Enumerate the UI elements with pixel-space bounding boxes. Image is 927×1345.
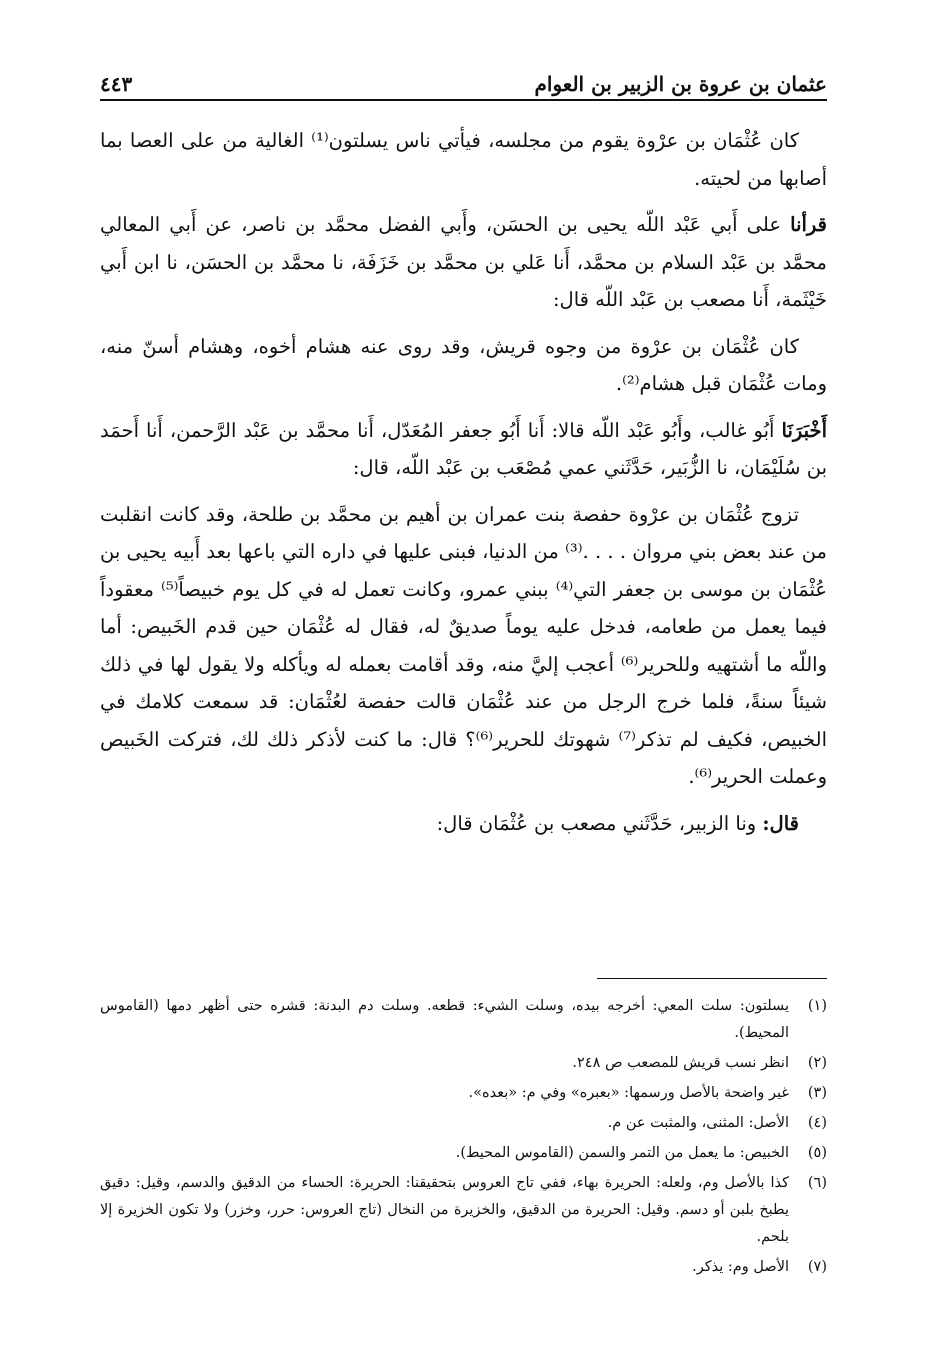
paragraph-4 — [100, 412, 827, 487]
footnote-number: (٤) — [807, 1115, 827, 1131]
footnote-number: (٣) — [807, 1085, 827, 1101]
footnote-number: (٢) — [807, 1055, 827, 1071]
footnotes — [100, 993, 827, 1284]
footnote-text: كذا بالأصل وم، ولعله: الحريرة بهاء، ففي تاج العروس بتحقيقنا: الحريرة: الحساء من الدقيق والدسم، وقيل: دقيق يطبخ بلبن أو دسم. وقيل: الحريرة من الدقيق، والخزيرة من النخال (تاج العروس: حرر، وخزر) ولا تكون الخزيرة إلا بلحم. — [100, 1175, 789, 1245]
paragraph-2-text: على أَبي عَبْد اللّه يحيى بن الحسَن، وأَبي الفضل محمَّد بن ناصر، عن أَبي المعالي محمَّد بن عَبْد السلام بن محمَّد، أَنا عَلي بن محمَّد بن خَزَفَة، نا محمَّد بن الحسَن، نا ابن أَبي خَيْثَمة، أَنا مصعب بن عَبْد اللّه قال: — [100, 213, 827, 311]
paragraph-2-lead: قرأنا — [790, 213, 827, 236]
paragraph-6-text: ونا الزبير، حَدَّثَني مصعب بن عُثْمَان قال: — [436, 811, 763, 835]
footnote-text: الأصل وم: يذكر. — [692, 1259, 789, 1275]
paragraph-5: تزوج عُثْمَان بن عرْوة حفصة بنت عمران بن أهيم بن محمَّد بن طلحة، وقد كانت انقلبت من عند بعض بني مروان . . . .⁽³⁾ من الدنيا، فبنى عليها في داره التي باعها بعد أَبيه يحيى بن عُثْمَان بن موسى بن جعفر التي⁽⁴⁾ ببني عمرو، وكانت تعمل له في كل يوم خبيصاً⁽⁵⁾ معقوداً فيما يعمل من طعامه، فدخل عليه يوماً صديقٌ له، فقال له عُثْمَان حين قدم الخَبيص: أما واللّه ما أشتهيه وللحرير⁽⁶⁾ أعجب إليَّ منه، وقد أقامت بعمله له ويأكله ولا يقول لها في ذلك شيئاً سنةً، فلما خرج الرجل من عند عُثْمَان قالت حفصة لعُثْمَان: قد سمعت كلامك في الخبيص، فكيف لم تذكر⁽⁷⁾ شهوتك للحرير⁽⁶⁾؟ قال: ما كنت لأذكر ذلك لك، فتركت الخَبيص وعملت الحرير⁽⁶⁾. — [100, 502, 827, 788]
footnote — [100, 993, 827, 1047]
footnote-text: الخبيص: ما يعمل من التمر والسمن (القاموس المحيط). — [455, 1145, 789, 1161]
footnote — [100, 1050, 827, 1077]
header-rule — [100, 99, 827, 101]
paragraph-6-lead: قال: — [762, 811, 799, 835]
footnote-number: (١) — [807, 998, 827, 1014]
paragraph-1: كان عُثْمَان بن عرْوة يقوم من مجلسه، فيأتي ناس يسلتون⁽¹⁾ الغالية من على العصا بما أصابها من لحيته. — [100, 129, 827, 190]
footnote-text: انظر نسب قريش للمصعب ص ٢٤٨. — [572, 1055, 789, 1071]
footnote-text: الأصل: المثنى، والمثبت عن م. — [607, 1115, 789, 1131]
footnote — [100, 1110, 827, 1137]
footnote — [100, 1254, 827, 1281]
main-text — [100, 122, 827, 851]
page-number: ٤٤٣ — [100, 72, 133, 96]
paragraph-3: كان عُثْمَان بن عرْوة من وجوه قريش، وقد روى عنه هشام أخوه، وهشام أسنّ منه، ومات عُثْمَان قبل هشام⁽²⁾. — [100, 334, 827, 395]
paragraph-6 — [100, 805, 827, 843]
paragraph-2 — [100, 206, 827, 319]
footnote-rule — [597, 978, 827, 979]
running-header — [100, 62, 827, 96]
footnote — [100, 1140, 827, 1167]
paragraph-4-text: أَبُو غالب، وأَبُو عَبْد اللّه قالا: أَنا أَبُو جعفر المُعَدّل، أَنا محمَّد بن عَبْد الرَّحمن، أَنا أَحمَد بن سُلَيْمَان، نا الزُّبَير، حَدَّثَني عمي مُصْعَب بن عَبْد اللّه، قال: — [100, 418, 827, 479]
footnote — [100, 1170, 827, 1251]
paragraph-4-lead: أَخْبَرَنَا — [781, 418, 827, 442]
footnote-number: (٥) — [807, 1145, 827, 1161]
footnote-text: يسلتون: سلت المعي: أخرجه بيده، وسلت الشيء: قطعه. وسلت دم البدنة: قشره حتى أظهر دمها (القاموس المحيط). — [100, 998, 789, 1041]
footnote-number: (٧) — [807, 1259, 827, 1275]
footnote — [100, 1080, 827, 1107]
footnote-text: غير واضحة بالأصل ورسمها: «بعبره» وفي م: «بعده». — [468, 1085, 789, 1101]
footnote-number: (٦) — [807, 1175, 827, 1191]
header-title: عثمان بن عروة بن الزبير بن العوام — [534, 72, 827, 96]
